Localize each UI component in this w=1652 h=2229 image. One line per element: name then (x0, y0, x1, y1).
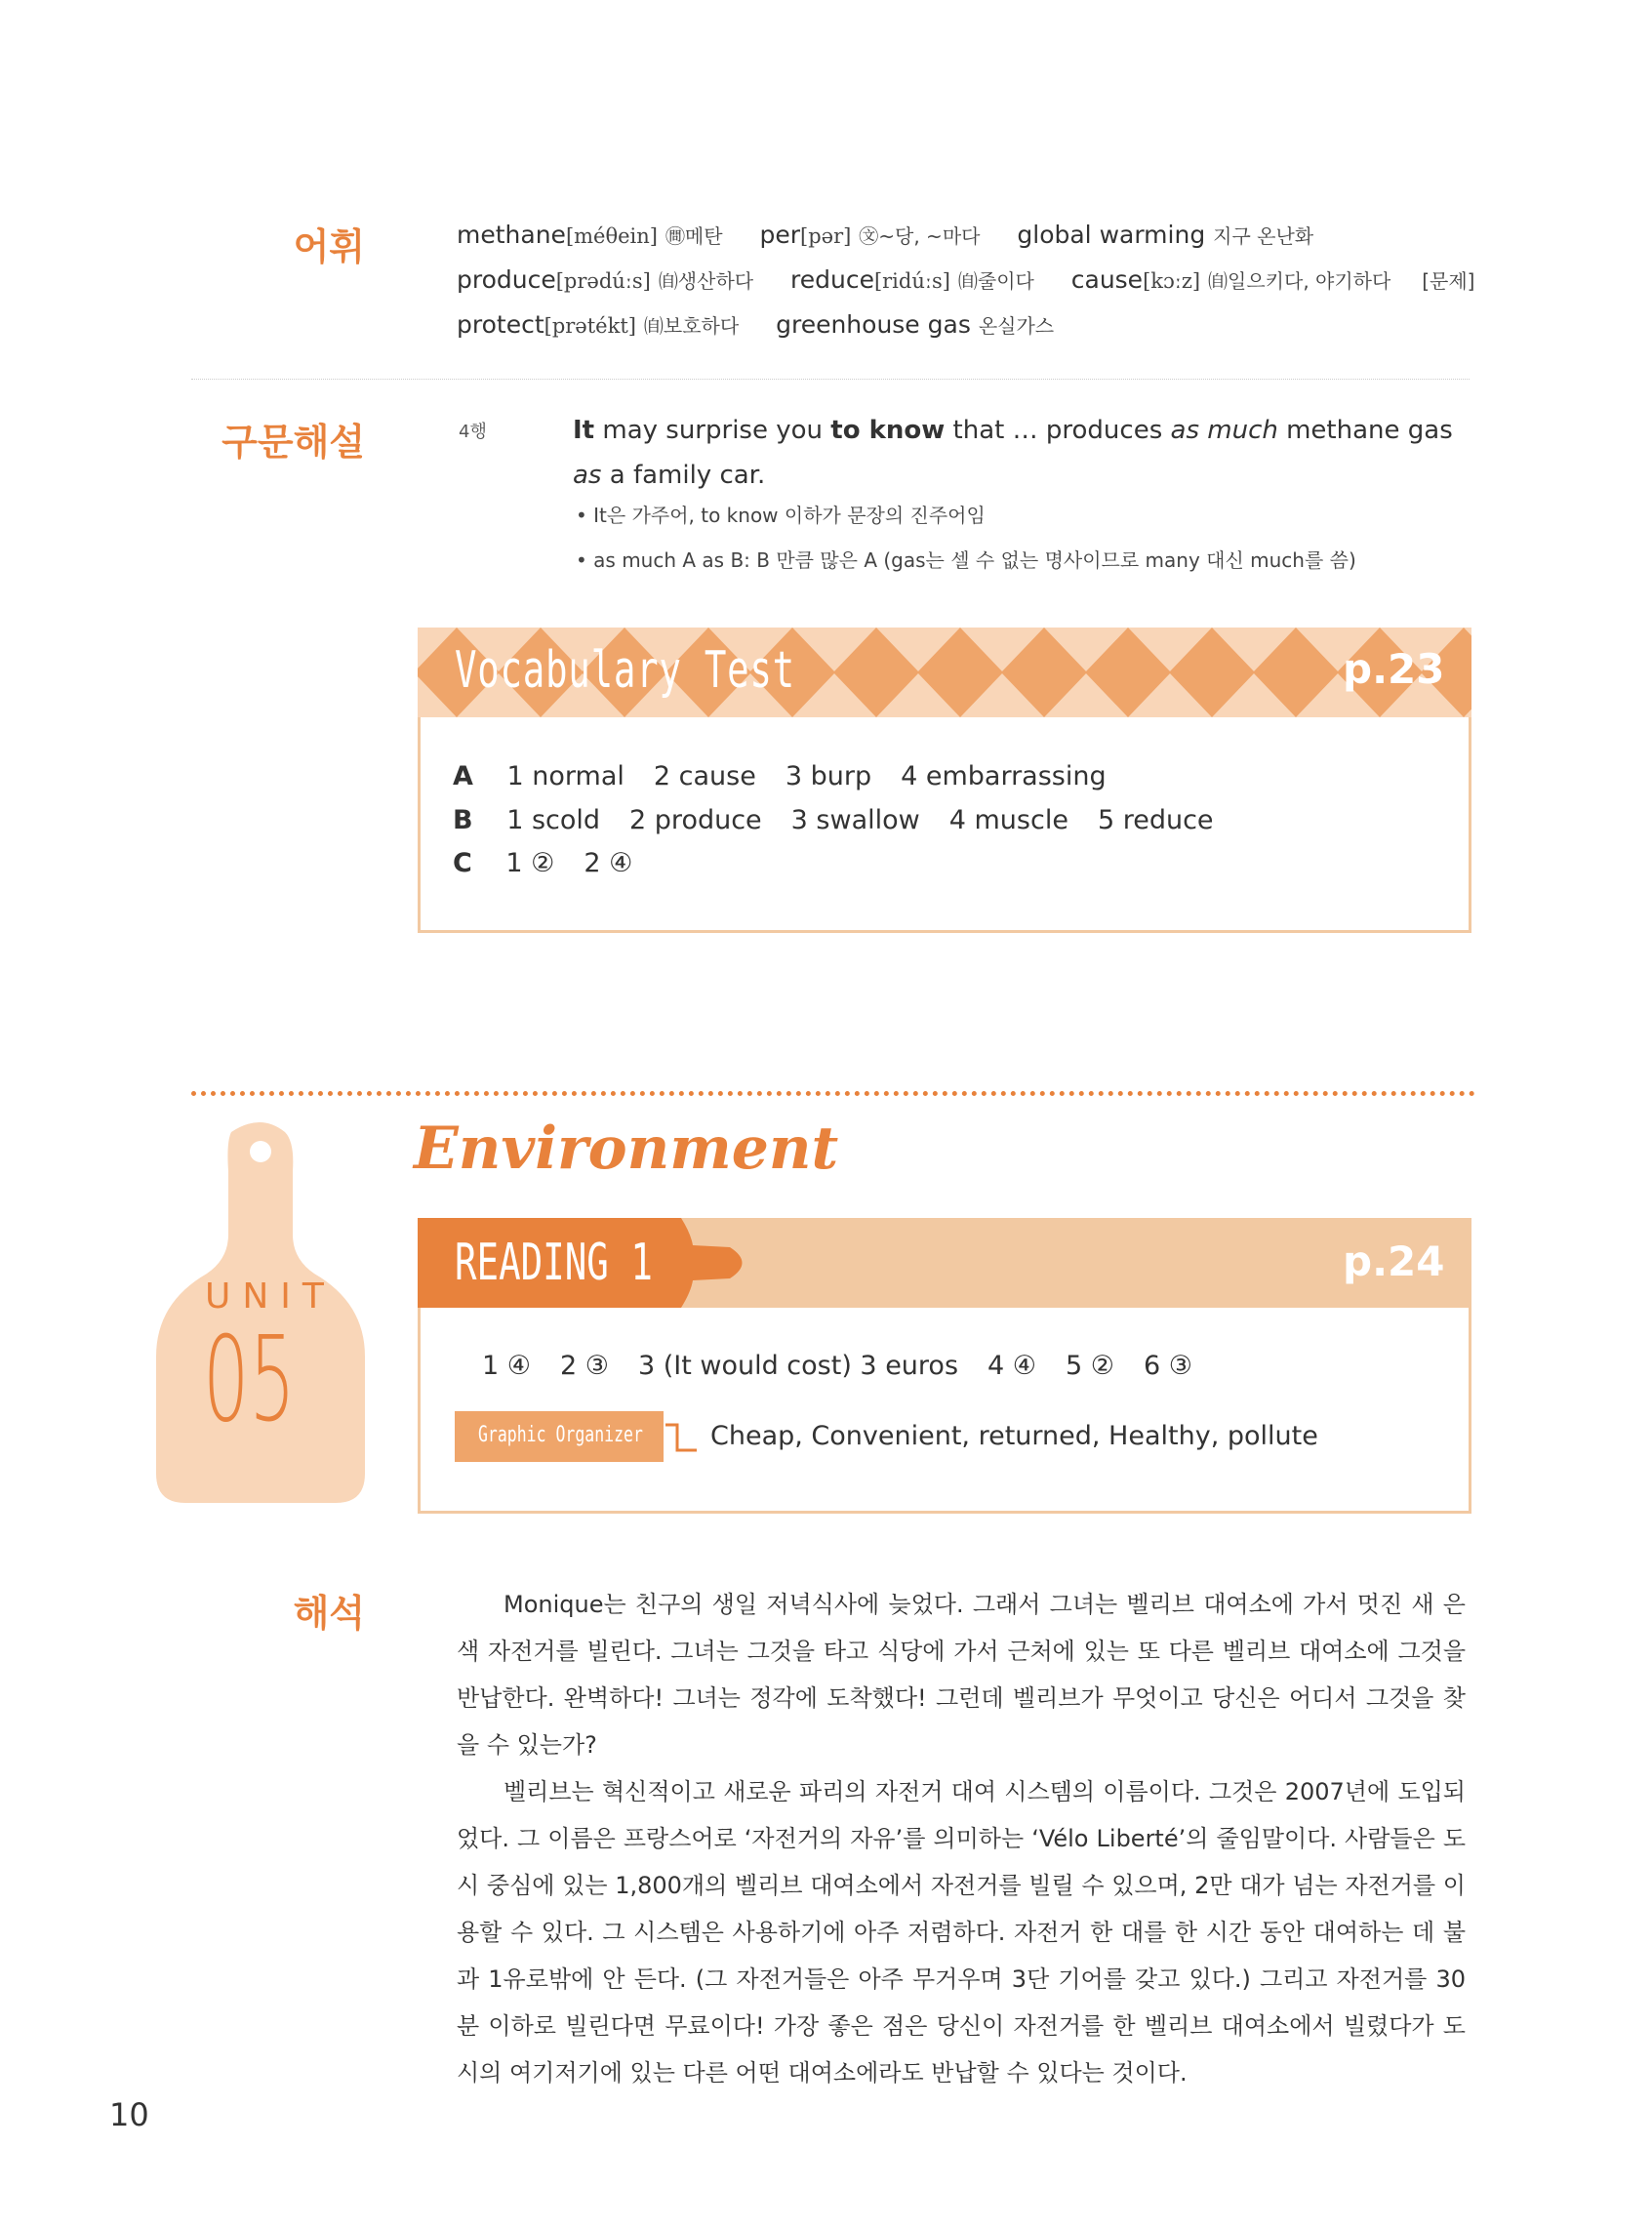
section-divider (191, 379, 1470, 380)
vocab-meaning: ㉂일으키다, 야기하다 (1208, 269, 1391, 293)
vocab-test-row-c: C 1 ② 2 ④ (453, 848, 633, 878)
vocab-ipa: [prədúːs] (555, 269, 651, 293)
syntax-note: • It은 가주어, to know 이하가 문장의 진주어임 (576, 504, 986, 527)
vocab-word: methane (457, 221, 566, 249)
vocab-ipa: [méθein] (565, 224, 658, 248)
vocab-meaning: ㉂보호하다 (643, 314, 740, 338)
vocab-meaning: ㉂줄이다 (957, 269, 1034, 293)
reading-title: READING 1 (455, 1234, 653, 1292)
vocab-test-header (418, 628, 1471, 717)
vocab-word: greenhouse gas (776, 310, 971, 339)
vocab-meaning: 온실가스 (978, 314, 1055, 338)
syntax-sentence: It may surprise you to know that … produces as much methane gas as a family car. (573, 416, 1453, 490)
vocab-line-3 (457, 310, 1054, 339)
vocab-word: protect (457, 310, 544, 339)
vocab-ipa: [pər] (800, 224, 852, 248)
vocab-line-1 (457, 221, 1313, 249)
syntax-section-label: 구문해설 (222, 421, 365, 464)
unit-separator (191, 1091, 1475, 1096)
reading-header (418, 1218, 1471, 1308)
vocab-test-row-a: A 1 normal 2 cause 3 burp 4 embarrassing (453, 761, 1107, 791)
translation-paragraph: 벨리브는 혁신적이고 새로운 파리의 자전거 대여 시스템의 이름이다. 그것은 2007년에 도입되었다. 그 이름은 프랑스어로 ‘자전거의 자유’를 의미하는 ‘Vélo Liberté’의 줄임말이다. 사람들은 도시 중심에 있는 1,800개의 벨리브 대여소에서 자전거를 빌릴 수 있으며, 2만 대가 넘는 자전거를 이용할 수 있다. 그 시스템은 사용하기에 아주 저렴하다. 자전거 한 대를 한 시간 동안 대여하는 데 불과 1유로밖에 안 든다. (그 자전거들은 아주 무거우며 3단 기어를 갖고 있다.) 그리고 자전거를 30분 이하로 빌린다면 무료이다! 가장 좋은 점은 당신이 자전거를 한 벨리브 대여소에서 빌렸다가 도시의 여기저기에 있는 다른 어떤 대여소에라도 반납할 수 있다는 것이다. (457, 1778, 1466, 2087)
vocab-test-page: p.23 (1343, 645, 1445, 693)
reading-answers: 1 ④ 2 ③ 3 (It would cost) 3 euros 4 ④ 5 ② 6 ③ (482, 1351, 1192, 1381)
graphic-organizer-label: Graphic Organizer (478, 1423, 643, 1447)
organizer-answers: Cheap, Convenient, returned, Healthy, pollute (710, 1421, 1318, 1451)
vocab-ipa: [kɔːz] (1143, 269, 1201, 293)
translation-section-label: 해석 (293, 1592, 365, 1635)
vocab-word: cause (1070, 265, 1144, 294)
translation-paragraph: Monique는 친구의 생일 저녁식사에 늦었다. 그래서 그녀는 벨리브 대여소에 가서 멋진 새 은색 자전거를 빌린다. 그녀는 그것을 타고 식당에 가서 근처에 있는 또 다른 벨리브 대여소에 그것을 반납한다. 완벽하다! 그녀는 정각에 도착했다! 그런데 벨리브가 무엇이고 당신은 어디서 그것을 찾을 수 있는가? (457, 1591, 1466, 1759)
topic-title: Environment (414, 1114, 839, 1183)
vocab-line-2 (457, 265, 1474, 294)
graphic-organizer-tag (455, 1411, 664, 1462)
vocab-meaning: [문제] (1422, 269, 1475, 293)
vocab-section-label: 어휘 (293, 225, 365, 268)
vocab-ipa: [ridúːs] (873, 269, 950, 293)
vocab-word: reduce (790, 265, 874, 294)
organizer-connector (664, 1421, 703, 1460)
unit-number: 05 (203, 1313, 296, 1448)
vocab-test-title: Vocabulary Test (455, 641, 795, 700)
vocab-ipa: [prətékt] (544, 314, 636, 338)
unit-label: UNIT (205, 1277, 336, 1317)
vocab-meaning: 지구 온난화 (1213, 224, 1314, 248)
vocab-word: produce (457, 265, 556, 294)
syntax-line-ref: 4행 (459, 422, 487, 442)
vocab-meaning: ㉂생산하다 (658, 269, 754, 293)
vocab-test-row-b: B 1 scold 2 produce 3 swallow 4 muscle 5 reduce (453, 805, 1214, 835)
reading-page: p.24 (1343, 1237, 1445, 1285)
vocab-meaning: ㉄메탄 (665, 224, 723, 248)
page-number: 10 (109, 2096, 149, 2133)
translation-text (457, 1581, 1466, 2096)
vocab-word: global warming (1017, 221, 1206, 249)
vocab-meaning: ㉆~당, ~마다 (859, 224, 981, 248)
syntax-note: • as much A as B: B 만큼 많은 A (gas는 셀 수 없는 명사이므로 many 대신 much를 씀) (576, 548, 1356, 572)
vocab-word: per (759, 221, 801, 249)
